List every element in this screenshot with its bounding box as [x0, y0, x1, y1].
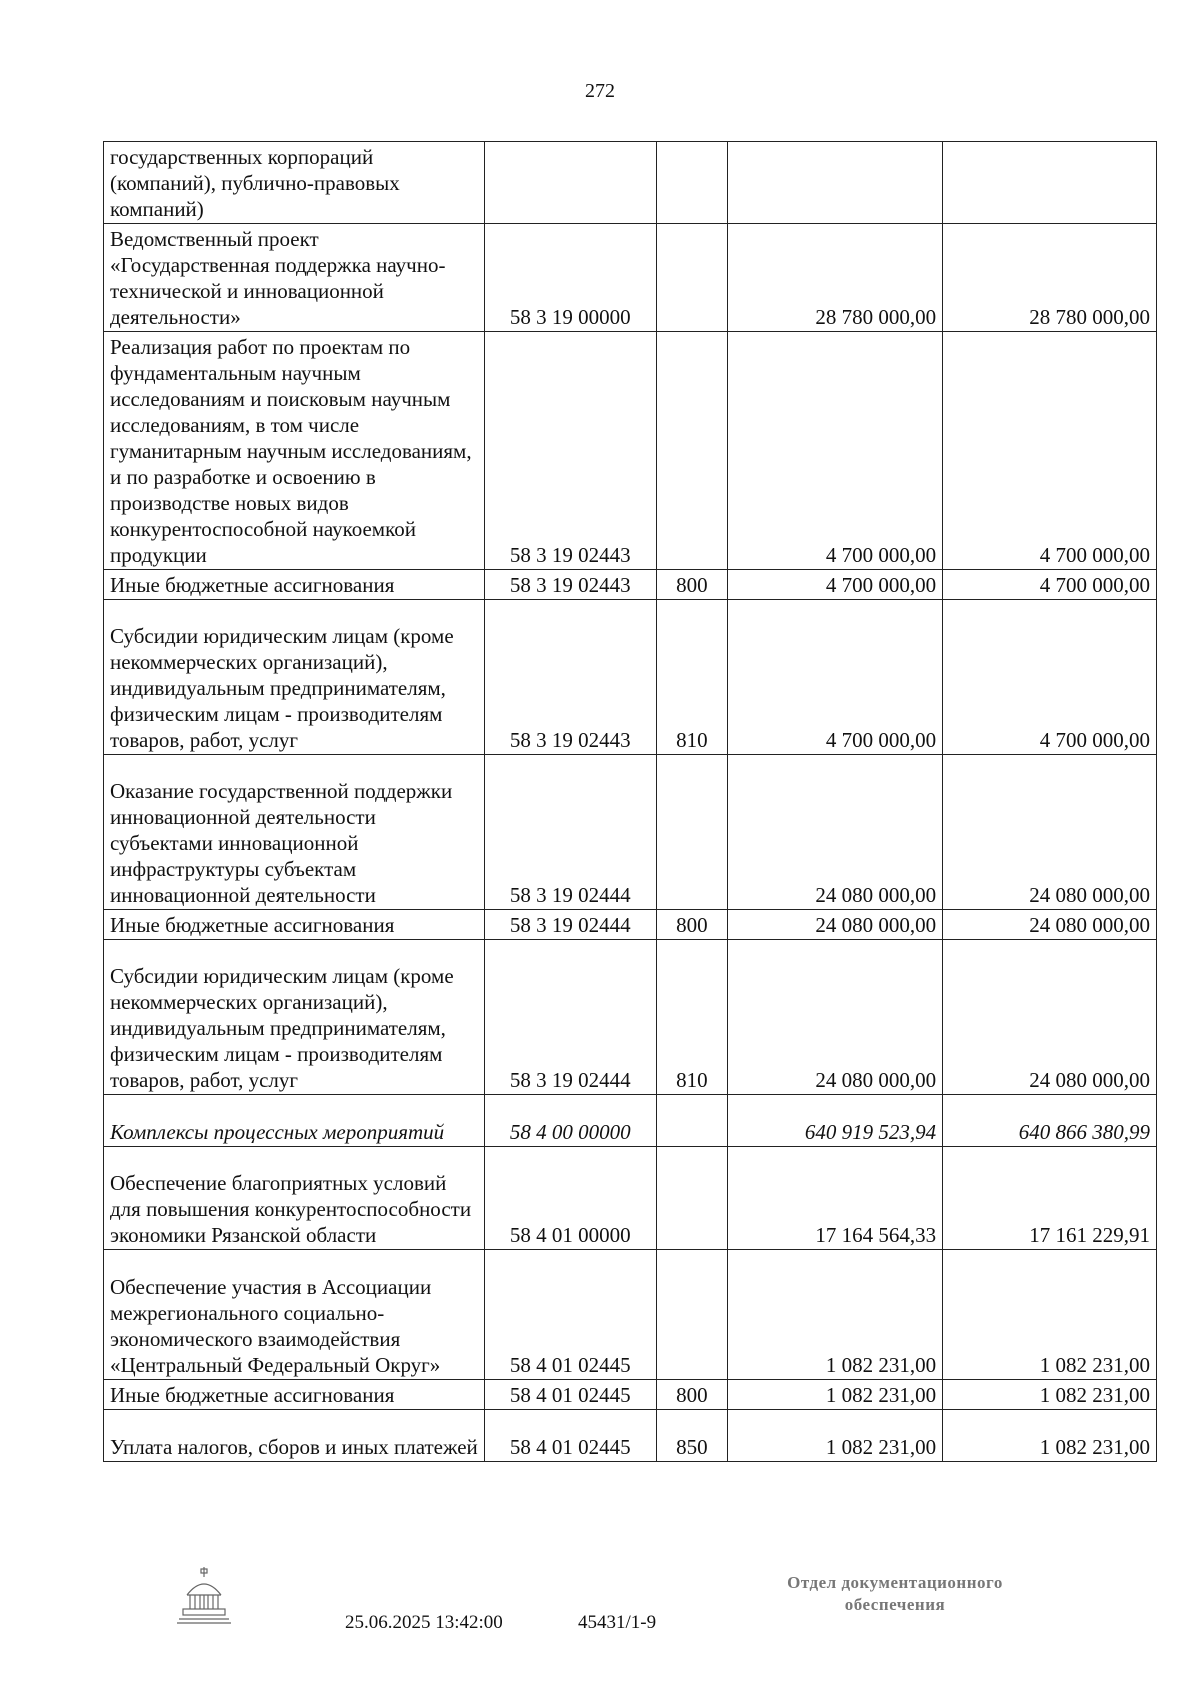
- department-stamp: [745, 1572, 1045, 1616]
- row-code-cell: 58 4 01 02445: [485, 1250, 657, 1380]
- row-sum-2026-cell: 640 866 380,99: [943, 1095, 1157, 1147]
- row-sum-2026-cell: 17 161 229,91: [943, 1147, 1157, 1250]
- row-code-cell: [485, 142, 657, 224]
- row-expense-type-cell: 850: [656, 1410, 728, 1462]
- row-sum-2025-cell: 4 700 000,00: [728, 570, 943, 600]
- table-row: [104, 1095, 1157, 1147]
- row-sum-2026-cell: 1 082 231,00: [943, 1380, 1157, 1410]
- row-expense-type-cell: [656, 1147, 728, 1250]
- row-expense-type-cell: 810: [656, 940, 728, 1095]
- row-name-cell: Оказание государственной поддержки инновационной деятельности субъектами инновационной инфраструктуры субъектам инновационной деятельности: [104, 755, 485, 910]
- row-name-cell: Комплексы процессных мероприятий: [104, 1095, 485, 1147]
- table-row: [104, 1250, 1157, 1380]
- row-sum-2026-cell: 4 700 000,00: [943, 600, 1157, 755]
- row-sum-2026-cell: [943, 142, 1157, 224]
- row-sum-2025-cell: 24 080 000,00: [728, 910, 943, 940]
- row-name-cell: Субсидии юридическим лицам (кроме некоммерческих организаций), индивидуальным предпринимателям, физическим лицам - производителям товаров, работ, услуг: [104, 600, 485, 755]
- row-code-cell: 58 3 19 02443: [485, 600, 657, 755]
- footer-date: 25.06.2025 13:42:00: [345, 1612, 503, 1633]
- row-expense-type-cell: 810: [656, 600, 728, 755]
- row-code-cell: 58 3 19 02443: [485, 332, 657, 570]
- table-row: [104, 940, 1157, 1095]
- row-code-cell: 58 4 01 00000: [485, 1147, 657, 1250]
- table-row: [104, 600, 1157, 755]
- stamp-line-2: обеспечения: [844, 1595, 946, 1614]
- table-row: [104, 570, 1157, 600]
- row-expense-type-cell: [656, 142, 728, 224]
- row-code-cell: 58 3 19 02444: [485, 755, 657, 910]
- row-sum-2025-cell: 24 080 000,00: [728, 755, 943, 910]
- page-number: 272: [585, 80, 615, 102]
- table-row: [104, 142, 1157, 224]
- footer-document-number: 45431/1-9: [578, 1612, 657, 1633]
- row-name-cell: Обеспечение благоприятных условий для повышения конкурентоспособности экономики Рязанской области: [104, 1147, 485, 1250]
- row-sum-2026-cell: 24 080 000,00: [943, 940, 1157, 1095]
- table-row: [104, 224, 1157, 332]
- stamp-line-1: Отдел документационного: [787, 1573, 1003, 1592]
- row-expense-type-cell: [656, 224, 728, 332]
- row-sum-2026-cell: 1 082 231,00: [943, 1250, 1157, 1380]
- row-code-cell: 58 4 01 02445: [485, 1380, 657, 1410]
- row-code-cell: 58 3 19 00000: [485, 224, 657, 332]
- row-sum-2026-cell: 4 700 000,00: [943, 332, 1157, 570]
- budget-table: [103, 141, 1157, 1462]
- row-expense-type-cell: 800: [656, 910, 728, 940]
- row-name-cell: Иные бюджетные ассигнования: [104, 1380, 485, 1410]
- row-sum-2025-cell: 4 700 000,00: [728, 332, 943, 570]
- row-sum-2025-cell: 17 164 564,33: [728, 1147, 943, 1250]
- table-row: [104, 1147, 1157, 1250]
- row-sum-2025-cell: 4 700 000,00: [728, 600, 943, 755]
- table-row: [104, 910, 1157, 940]
- row-sum-2026-cell: 1 082 231,00: [943, 1410, 1157, 1462]
- row-sum-2026-cell: 28 780 000,00: [943, 224, 1157, 332]
- row-code-cell: 58 4 00 00000: [485, 1095, 657, 1147]
- row-sum-2025-cell: 1 082 231,00: [728, 1250, 943, 1380]
- row-sum-2025-cell: 28 780 000,00: [728, 224, 943, 332]
- row-code-cell: 58 3 19 02444: [485, 910, 657, 940]
- row-name-cell: Иные бюджетные ассигнования: [104, 570, 485, 600]
- row-expense-type-cell: 800: [656, 1380, 728, 1410]
- row-expense-type-cell: [656, 755, 728, 910]
- row-name-cell: Субсидии юридическим лицам (кроме некоммерческих организаций), индивидуальным предпринимателям, физическим лицам - производителям товаров, работ, услуг: [104, 940, 485, 1095]
- row-expense-type-cell: [656, 332, 728, 570]
- table-row: [104, 755, 1157, 910]
- row-expense-type-cell: [656, 1095, 728, 1147]
- row-name-cell: Ведомственный проект «Государственная поддержка научно-технической и инновационной деятельности»: [104, 224, 485, 332]
- row-name-cell: государственных корпораций (компаний), публично-правовых компаний): [104, 142, 485, 224]
- row-sum-2025-cell: 24 080 000,00: [728, 940, 943, 1095]
- duma-emblem-icon: [175, 1565, 233, 1625]
- row-sum-2026-cell: 24 080 000,00: [943, 755, 1157, 910]
- row-sum-2025-cell: 1 082 231,00: [728, 1380, 943, 1410]
- row-sum-2026-cell: 4 700 000,00: [943, 570, 1157, 600]
- row-name-cell: Уплата налогов, сборов и иных платежей: [104, 1410, 485, 1462]
- row-name-cell: Иные бюджетные ассигнования: [104, 910, 485, 940]
- row-code-cell: 58 3 19 02443: [485, 570, 657, 600]
- row-expense-type-cell: 800: [656, 570, 728, 600]
- table-row: [104, 1380, 1157, 1410]
- table-row: [104, 332, 1157, 570]
- row-expense-type-cell: [656, 1250, 728, 1380]
- row-sum-2025-cell: [728, 142, 943, 224]
- row-code-cell: 58 3 19 02444: [485, 940, 657, 1095]
- row-name-cell: Обеспечение участия в Ассоциации межрегионального социально-экономического взаимодействия «Центральный Федеральный Округ»: [104, 1250, 485, 1380]
- table-row: [104, 1410, 1157, 1462]
- row-name-cell: Реализация работ по проектам по фундаментальным научным исследованиям и поисковым научным исследованиям, в том числе гуманитарным научным исследованиям, и по разработке и освоению в производстве новых видов конкурентоспособной наукоемкой продукции: [104, 332, 485, 570]
- row-sum-2026-cell: 24 080 000,00: [943, 910, 1157, 940]
- row-sum-2025-cell: 640 919 523,94: [728, 1095, 943, 1147]
- row-sum-2025-cell: 1 082 231,00: [728, 1410, 943, 1462]
- row-code-cell: 58 4 01 02445: [485, 1410, 657, 1462]
